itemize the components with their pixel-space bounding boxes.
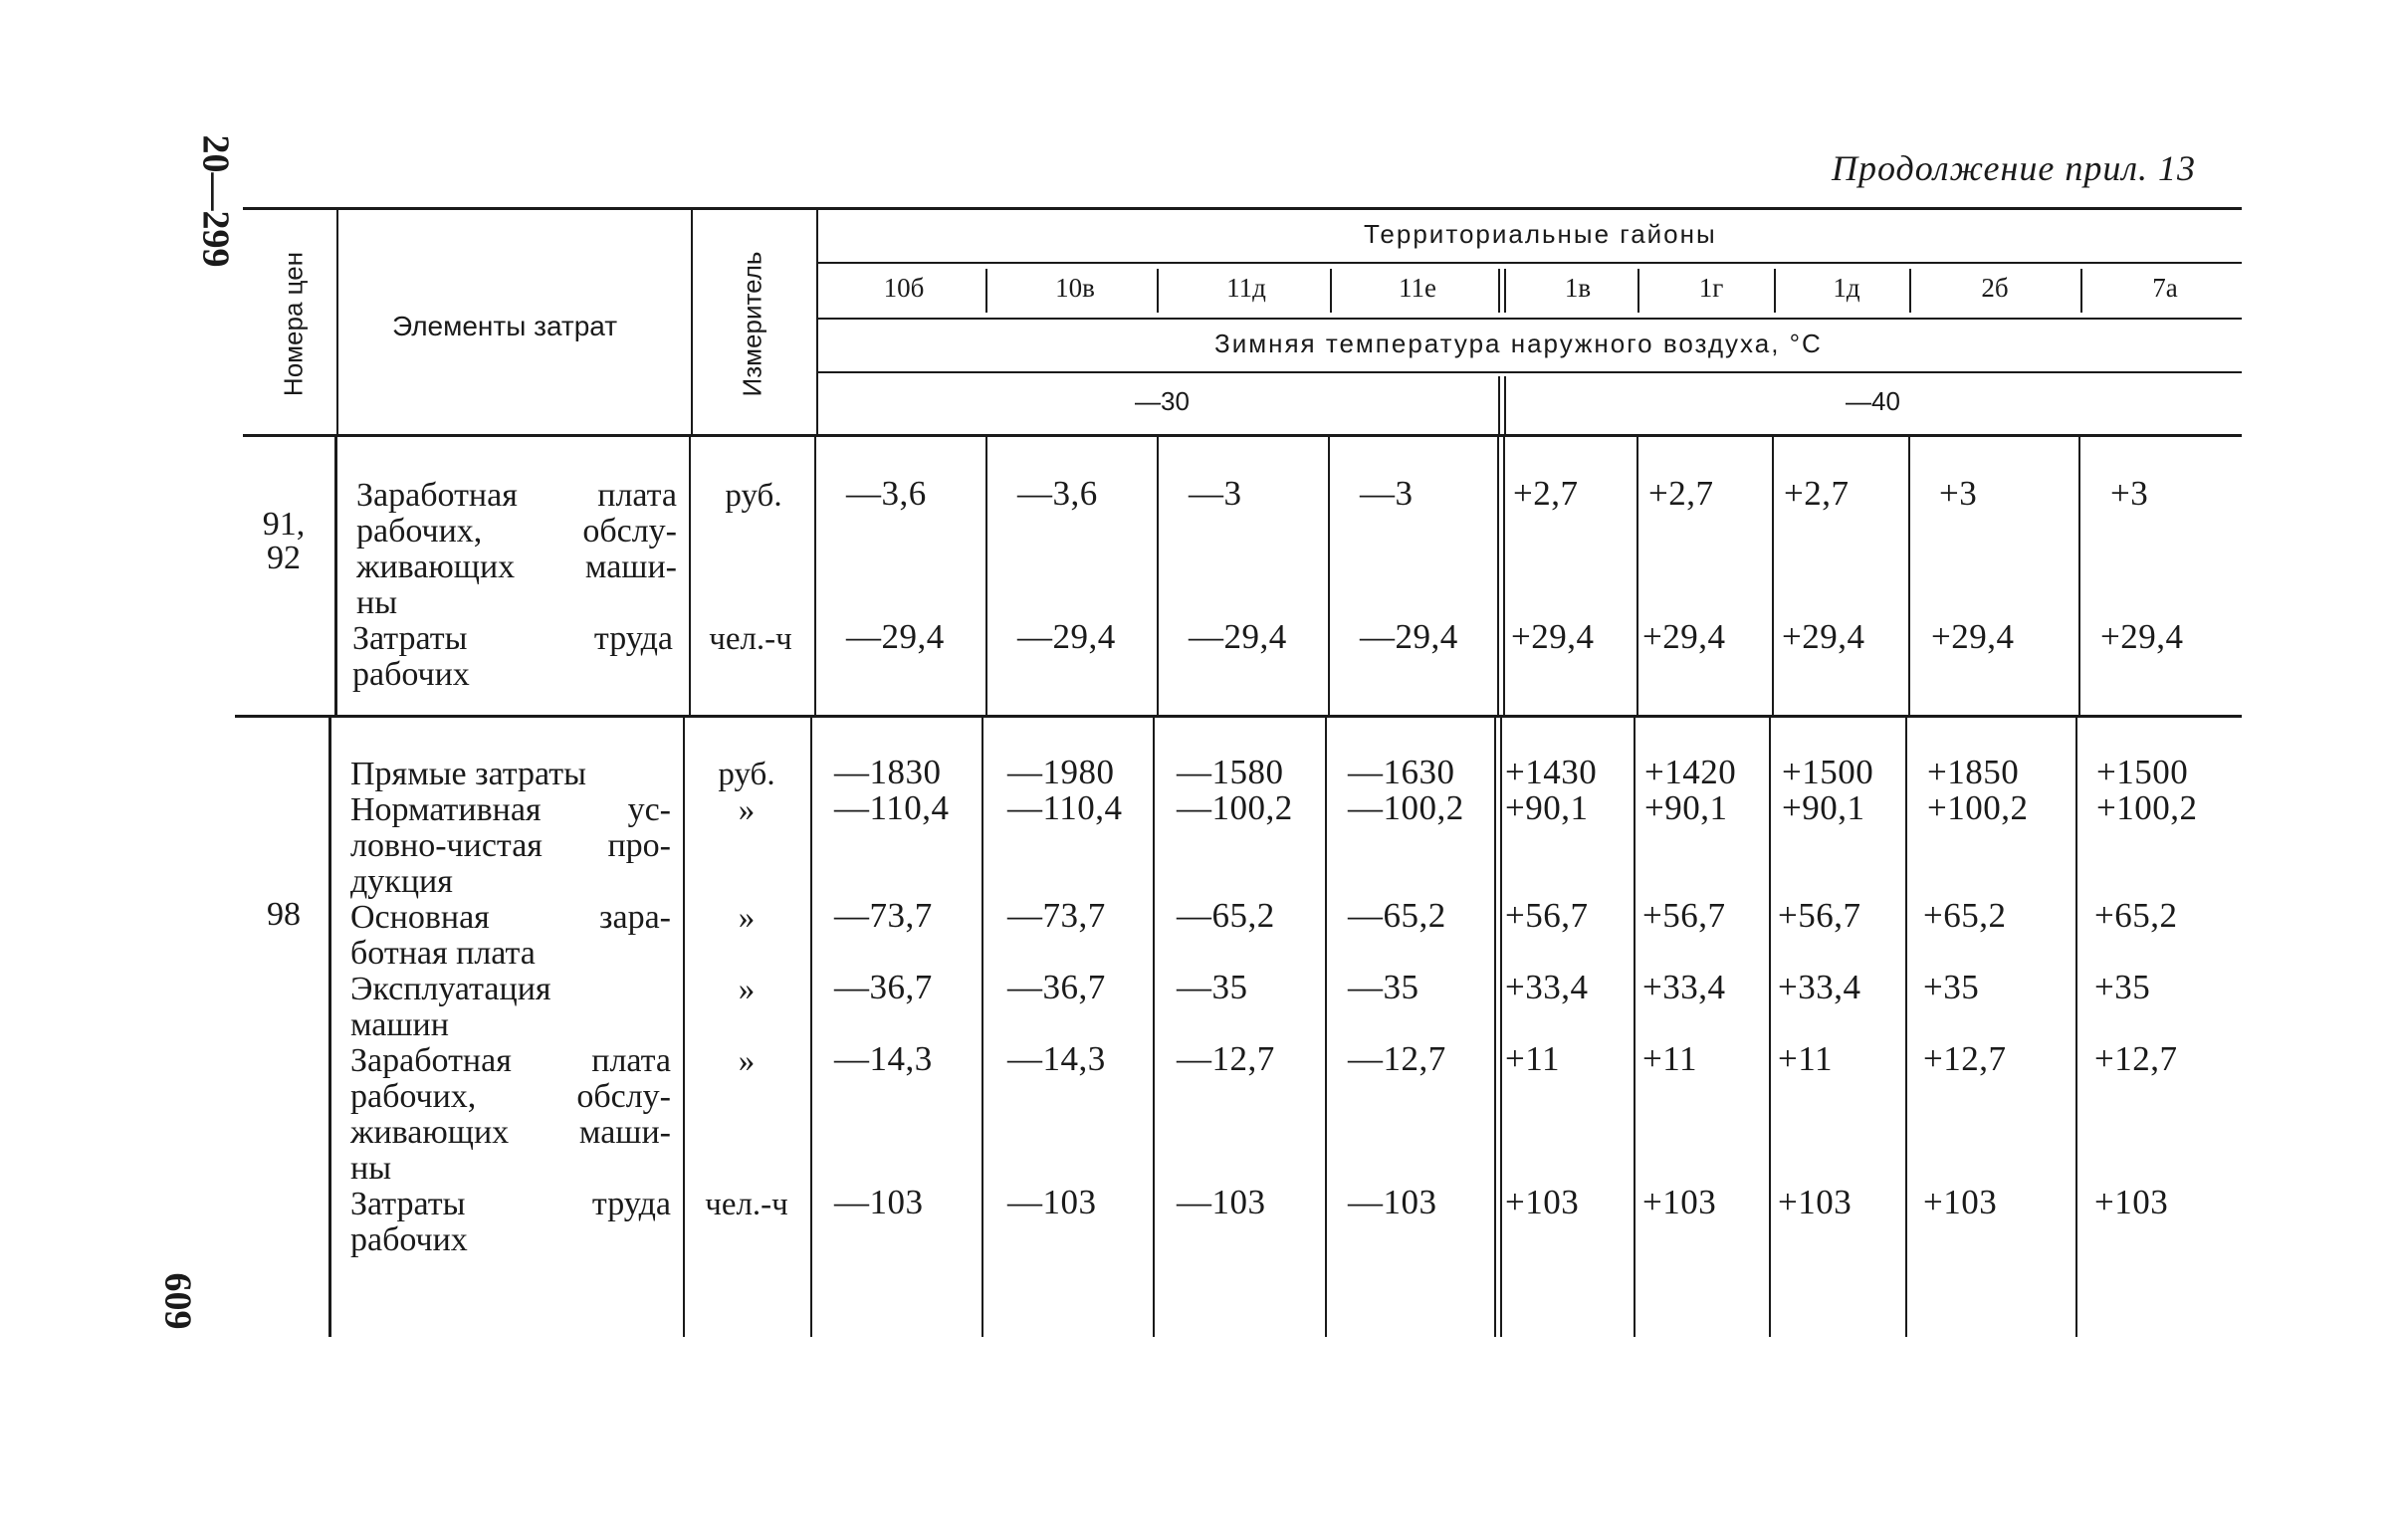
unit-cell: » [738, 972, 756, 1007]
value-cell: —14,3 [1007, 1039, 1106, 1078]
value-cell: +29,4 [1782, 617, 1865, 656]
unit-cell: чел.-ч [709, 621, 792, 657]
value-cell: —65,2 [1348, 896, 1446, 935]
region-header: 10б [883, 273, 925, 303]
value-cell: +2,7 [1513, 474, 1579, 513]
col-header-elements: Элементы затрат [392, 311, 618, 341]
g2-vline-unit [683, 718, 685, 1337]
value-cell: +65,2 [1923, 896, 2007, 935]
value-cell: +2,7 [1648, 474, 1714, 513]
value-cell: +3 [1939, 474, 1978, 513]
temp-group-30: —30 [1135, 386, 1190, 416]
unit-cell: руб. [725, 478, 782, 514]
value-cell: +103 [2094, 1183, 2169, 1221]
value-cell: +11 [1778, 1039, 1833, 1078]
value-cell: +1850 [1927, 753, 2020, 791]
value-cell: +56,7 [1505, 896, 1589, 935]
g1-vline-elem [334, 437, 337, 715]
value-cell: +1420 [1644, 753, 1737, 791]
g1-vline-unit [689, 437, 691, 715]
temp-bottom-rule [818, 371, 2242, 373]
g1-vline-c8 [1908, 437, 1910, 715]
value-cell: +33,4 [1642, 968, 1726, 1006]
page-header-title: Продолжение прил. 13 [1832, 148, 2197, 188]
value-cell: +100,2 [1927, 788, 2029, 827]
g1-vline-c6 [1636, 437, 1638, 715]
value-cell: +103 [1505, 1183, 1580, 1221]
g1-vline-c1 [814, 437, 816, 715]
value-cell: +1500 [2096, 753, 2189, 791]
value-cell: +100,2 [2096, 788, 2198, 827]
value-cell: —103 [834, 1183, 924, 1221]
value-cell: +29,4 [1511, 617, 1595, 656]
g1-vline-c5a [1497, 437, 1499, 715]
regions-bottom-rule [818, 318, 2242, 320]
value-cell: +1430 [1505, 753, 1598, 791]
value-cell: —103 [1177, 1183, 1266, 1221]
region-header: 11е [1399, 273, 1436, 303]
value-cell: —3,6 [846, 474, 927, 513]
g2-vline-c7 [1769, 718, 1771, 1337]
g2-vline-c9 [2075, 718, 2077, 1337]
unit-cell: чел.-ч [705, 1187, 788, 1222]
g2-vline-elem [328, 718, 331, 1337]
header-bottom-rule [243, 434, 2242, 437]
value-cell: —1980 [1007, 753, 1115, 791]
value-cell: —100,2 [1348, 788, 1464, 827]
value-cell: +90,1 [1505, 788, 1589, 827]
region-header: 2б [1981, 273, 2009, 303]
element-row: Эксплуатация машин [350, 971, 551, 1043]
value-cell: +29,4 [1931, 617, 2015, 656]
value-cell: +35 [2094, 968, 2151, 1006]
region-header: 7а [2152, 273, 2178, 303]
value-cell: —12,7 [1177, 1039, 1275, 1078]
g2-vline-c4 [1325, 718, 1327, 1337]
value-cell: +33,4 [1505, 968, 1589, 1006]
g2-vline-c3 [1153, 718, 1155, 1337]
value-cell: —110,4 [1007, 788, 1123, 827]
element-row: Заработная плата рабочих, обслу- живающих маши- ны [356, 477, 677, 621]
temp-group-40: —40 [1846, 386, 1900, 416]
value-cell: —103 [1348, 1183, 1437, 1221]
value-cell: —36,7 [834, 968, 933, 1006]
value-cell: +11 [1505, 1039, 1560, 1078]
price-number-group2: 98 [267, 896, 301, 933]
g2-vline-c5a [1494, 718, 1496, 1337]
unit-cell: » [738, 1043, 756, 1079]
value-cell: +103 [1778, 1183, 1853, 1221]
value-cell: —73,7 [834, 896, 933, 935]
g2-vline-c6 [1634, 718, 1636, 1337]
value-cell: +12,7 [1923, 1039, 2007, 1078]
value-cell: —12,7 [1348, 1039, 1446, 1078]
value-cell: —1630 [1348, 753, 1455, 791]
value-cell: +2,7 [1784, 474, 1850, 513]
g2-vline-c8 [1905, 718, 1907, 1337]
g2-vline-c1 [810, 718, 812, 1337]
group-divider-rule [235, 715, 2242, 718]
region-header: 1д [1833, 273, 1860, 303]
g2-vline-c2 [981, 718, 983, 1337]
side-page-code: 20—299 [194, 134, 237, 268]
g1-vline-c5b [1503, 437, 1505, 715]
g2-vline-c5b [1500, 718, 1502, 1337]
value-cell: +29,4 [2100, 617, 2184, 656]
table-top-rule [243, 207, 2242, 210]
value-cell: +3 [2110, 474, 2149, 513]
side-page-number: 609 [156, 1272, 199, 1330]
value-cell: —1830 [834, 753, 942, 791]
winter-temp-header: Зимняя температура наружного воздуха, °С [1214, 329, 1823, 358]
col-header-unit: Измеритель [737, 251, 767, 397]
element-row: Затраты труда рабочих [350, 1186, 671, 1258]
value-cell: +29,4 [1642, 617, 1726, 656]
unit-cell: » [738, 900, 756, 936]
temp-sep-a [1498, 376, 1500, 434]
g1-vline-c9 [2078, 437, 2080, 715]
value-cell: —100,2 [1177, 788, 1293, 827]
value-cell: +90,1 [1782, 788, 1865, 827]
g1-vline-c2 [985, 437, 987, 715]
element-row: Заработная плата рабочих, обслу- живающих маши- ны [350, 1042, 671, 1187]
price-number-group1: 91, 92 [262, 506, 306, 576]
value-cell: +103 [1642, 1183, 1717, 1221]
value-cell: —29,4 [846, 617, 945, 656]
element-row: Нормативная ус- ловно-чистая про- дукция [350, 791, 671, 900]
value-cell: —35 [1177, 968, 1248, 1006]
unit-cell: руб. [718, 757, 775, 792]
unit-cell: » [738, 792, 756, 828]
value-cell: +103 [1923, 1183, 1998, 1221]
value-cell: —36,7 [1007, 968, 1106, 1006]
value-cell: —3 [1189, 474, 1242, 513]
regions-top-rule [818, 262, 2242, 264]
region-header: 1г [1698, 273, 1724, 303]
value-cell: +11 [1642, 1039, 1697, 1078]
value-cell: —3,6 [1017, 474, 1098, 513]
g1-vline-c7 [1772, 437, 1774, 715]
col-header-price-nums: Номера цен [278, 251, 309, 397]
value-cell: +56,7 [1642, 896, 1726, 935]
element-row: Прямые затраты [350, 756, 586, 792]
region-header: 10в [1055, 273, 1095, 303]
value-cell: +12,7 [2094, 1039, 2178, 1078]
g1-vline-c4 [1328, 437, 1330, 715]
value-cell: —14,3 [834, 1039, 933, 1078]
g1-vline-c3 [1157, 437, 1159, 715]
element-row: Затраты труда рабочих [352, 620, 673, 693]
value-cell: —3 [1360, 474, 1414, 513]
temp-sep-b [1504, 376, 1506, 434]
value-cell: +33,4 [1778, 968, 1861, 1006]
header-vline-2 [691, 210, 693, 434]
value-cell: +1500 [1782, 753, 1874, 791]
value-cell: —1580 [1177, 753, 1284, 791]
value-cell: +65,2 [2094, 896, 2178, 935]
value-cell: —103 [1007, 1183, 1097, 1221]
region-header: 11д [1226, 273, 1266, 303]
value-cell: —29,4 [1017, 617, 1116, 656]
value-cell: —29,4 [1189, 617, 1287, 656]
value-cell: +56,7 [1778, 896, 1861, 935]
element-row: Основная зара- ботная плата [350, 899, 671, 972]
territorial-regions-header: Территориальные гайоны [1364, 219, 1717, 249]
header-vline-1 [336, 210, 338, 434]
value-cell: —73,7 [1007, 896, 1106, 935]
value-cell: —29,4 [1360, 617, 1458, 656]
header-vline-3 [816, 210, 818, 434]
value-cell: +35 [1923, 968, 1980, 1006]
value-cell: —35 [1348, 968, 1419, 1006]
value-cell: —110,4 [834, 788, 950, 827]
value-cell: —65,2 [1177, 896, 1275, 935]
region-header: 1в [1564, 273, 1592, 303]
value-cell: +90,1 [1644, 788, 1728, 827]
